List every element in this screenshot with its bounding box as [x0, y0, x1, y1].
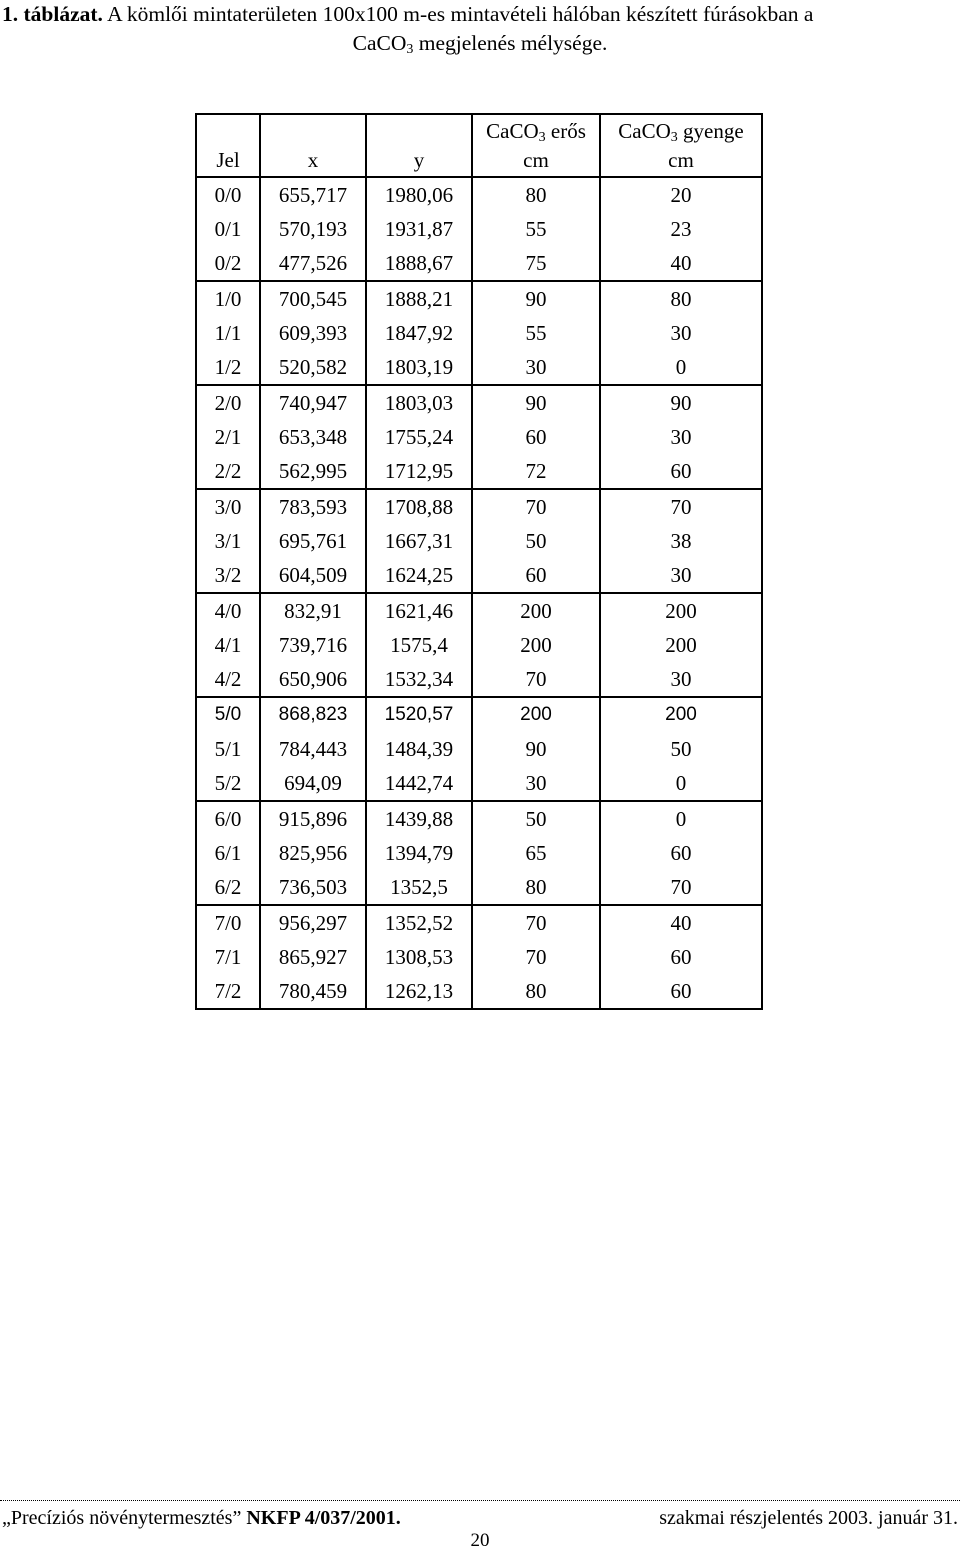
cell-jel: 4/2: [196, 662, 260, 697]
cell-caco3-eros: 55: [472, 316, 600, 350]
cell-caco3-gyenge: 200: [600, 628, 762, 662]
cell-x: 739,716: [260, 628, 366, 662]
cell-jel: 7/1: [196, 940, 260, 974]
footer-project-title: „Precíziós növénytermesztés”: [2, 1507, 242, 1529]
footer-left: [2, 1507, 401, 1530]
cell-x: 865,927: [260, 940, 366, 974]
cell-caco3-eros: 70: [472, 905, 600, 940]
cell-caco3-eros: 80: [472, 177, 600, 212]
cell-jel: 3/1: [196, 524, 260, 558]
cell-caco3-eros: 90: [472, 732, 600, 766]
cell-jel: 6/1: [196, 836, 260, 870]
table-row: [196, 246, 762, 281]
table-row: [196, 732, 762, 766]
cell-caco3-gyenge: 90: [600, 385, 762, 420]
cell-caco3-eros: 70: [472, 662, 600, 697]
table-row: [196, 385, 762, 420]
table-caption: [0, 0, 960, 58]
cell-y: 1931,87: [366, 212, 472, 246]
cell-y: 1308,53: [366, 940, 472, 974]
cell-jel: 0/1: [196, 212, 260, 246]
cell-y: 1484,39: [366, 732, 472, 766]
table-row: [196, 628, 762, 662]
cell-y: 1352,5: [366, 870, 472, 905]
table-row: [196, 697, 762, 732]
cell-y: 1575,4: [366, 628, 472, 662]
caption-caco-base: CaCO: [352, 31, 407, 55]
footer-report-date: szakmai részjelentés 2003. január 31.: [659, 1507, 958, 1529]
cell-caco3-eros: 65: [472, 836, 600, 870]
cell-y: 1803,19: [366, 350, 472, 385]
table-row: [196, 212, 762, 246]
cell-caco3-gyenge: 200: [600, 697, 762, 732]
cell-caco3-gyenge: 60: [600, 836, 762, 870]
header-gyenge-unit: cm: [668, 148, 694, 172]
cell-caco3-eros: 30: [472, 766, 600, 801]
cell-y: 1621,46: [366, 593, 472, 628]
cell-caco3-gyenge: 0: [600, 350, 762, 385]
cell-jel: 5/2: [196, 766, 260, 801]
cell-x: 956,297: [260, 905, 366, 940]
cell-x: 700,545: [260, 281, 366, 316]
page-number: 20: [470, 1530, 490, 1551]
header-jel: Jel: [196, 114, 260, 177]
cell-caco3-gyenge: 50: [600, 732, 762, 766]
cell-x: 783,593: [260, 489, 366, 524]
cell-caco3-eros: 50: [472, 801, 600, 836]
cell-y: 1980,06: [366, 177, 472, 212]
cell-y: 1755,24: [366, 420, 472, 454]
cell-caco3-gyenge: 70: [600, 870, 762, 905]
cell-x: 784,443: [260, 732, 366, 766]
cell-y: 1847,92: [366, 316, 472, 350]
cell-caco3-eros: 200: [472, 628, 600, 662]
cell-y: 1352,52: [366, 905, 472, 940]
cell-x: 604,509: [260, 558, 366, 593]
cell-caco3-eros: 90: [472, 385, 600, 420]
cell-caco3-gyenge: 38: [600, 524, 762, 558]
cell-y: 1803,03: [366, 385, 472, 420]
cell-jel: 6/0: [196, 801, 260, 836]
table-header-row: [196, 114, 762, 177]
cell-caco3-gyenge: 60: [600, 974, 762, 1009]
cell-jel: 1/2: [196, 350, 260, 385]
cell-x: 609,393: [260, 316, 366, 350]
cell-x: 655,717: [260, 177, 366, 212]
cell-caco3-gyenge: 200: [600, 593, 762, 628]
cell-x: 477,526: [260, 246, 366, 281]
table-row: [196, 974, 762, 1009]
table-row: [196, 905, 762, 940]
caption-line-2: [0, 29, 960, 58]
cell-caco3-gyenge: 40: [600, 905, 762, 940]
cell-caco3-eros: 75: [472, 246, 600, 281]
cell-y: 1262,13: [366, 974, 472, 1009]
cell-caco3-gyenge: 80: [600, 281, 762, 316]
header-caco3-gyenge: CaCO$_3$ gyenge cm: [600, 114, 762, 177]
cell-caco3-gyenge: 0: [600, 801, 762, 836]
cell-jel: 3/0: [196, 489, 260, 524]
cell-caco3-eros: 90: [472, 281, 600, 316]
cell-x: 650,906: [260, 662, 366, 697]
cell-y: 1712,95: [366, 454, 472, 489]
cell-x: 520,582: [260, 350, 366, 385]
cell-caco3-eros: 60: [472, 558, 600, 593]
cell-y: 1520,57: [366, 697, 472, 732]
table-row: [196, 524, 762, 558]
cell-x: 868,823: [260, 697, 366, 732]
cell-caco3-gyenge: 70: [600, 489, 762, 524]
cell-caco3-gyenge: 30: [600, 558, 762, 593]
cell-caco3-gyenge: 60: [600, 454, 762, 489]
cell-y: 1532,34: [366, 662, 472, 697]
cell-jel: 5/0: [196, 697, 260, 732]
cell-jel: 3/2: [196, 558, 260, 593]
cell-caco3-gyenge: 30: [600, 316, 762, 350]
cell-y: 1667,31: [366, 524, 472, 558]
cell-y: 1439,88: [366, 801, 472, 836]
caption-caco-subscript: 3: [406, 42, 414, 57]
header-caco3-eros: CaCO$_3$ erős cm: [472, 114, 600, 177]
cell-jel: 2/1: [196, 420, 260, 454]
caco3-depth-table: [195, 113, 763, 1010]
cell-jel: 6/2: [196, 870, 260, 905]
footer-divider: [0, 1500, 960, 1501]
cell-x: 570,193: [260, 212, 366, 246]
cell-caco3-gyenge: 30: [600, 420, 762, 454]
cell-caco3-eros: 200: [472, 697, 600, 732]
cell-y: 1708,88: [366, 489, 472, 524]
table-row: [196, 593, 762, 628]
cell-caco3-gyenge: 60: [600, 940, 762, 974]
cell-x: 562,995: [260, 454, 366, 489]
cell-jel: 2/2: [196, 454, 260, 489]
cell-jel: 7/2: [196, 974, 260, 1009]
cell-x: 740,947: [260, 385, 366, 420]
header-x: x: [260, 114, 366, 177]
cell-x: 694,09: [260, 766, 366, 801]
cell-caco3-eros: 80: [472, 974, 600, 1009]
cell-jel: 2/0: [196, 385, 260, 420]
table-row: [196, 662, 762, 697]
caption-line2-text: megjelenés mélysége.: [413, 31, 608, 55]
cell-caco3-eros: 80: [472, 870, 600, 905]
cell-caco3-gyenge: 0: [600, 766, 762, 801]
cell-jel: 1/1: [196, 316, 260, 350]
cell-y: 1888,21: [366, 281, 472, 316]
table-body: [196, 177, 762, 1009]
cell-x: 825,956: [260, 836, 366, 870]
cell-caco3-gyenge: 40: [600, 246, 762, 281]
cell-caco3-gyenge: 30: [600, 662, 762, 697]
table-row: [196, 836, 762, 870]
cell-jel: 4/0: [196, 593, 260, 628]
cell-y: 1624,25: [366, 558, 472, 593]
footer-project-code: NKFP 4/037/2001.: [246, 1507, 401, 1529]
cell-x: 832,91: [260, 593, 366, 628]
table-row: [196, 350, 762, 385]
caption-text: A kömlői mintaterületen 100x100 m-es mintavételi hálóban készített fúrásokban a: [107, 2, 814, 26]
cell-jel: 1/0: [196, 281, 260, 316]
cell-caco3-eros: 30: [472, 350, 600, 385]
cell-x: 653,348: [260, 420, 366, 454]
header-y: y: [366, 114, 472, 177]
table-row: [196, 940, 762, 974]
cell-x: 695,761: [260, 524, 366, 558]
cell-jel: 0/2: [196, 246, 260, 281]
table-row: [196, 766, 762, 801]
cell-caco3-eros: 200: [472, 593, 600, 628]
caption-line-1: [0, 0, 960, 29]
cell-jel: 4/1: [196, 628, 260, 662]
cell-x: 780,459: [260, 974, 366, 1009]
cell-caco3-eros: 70: [472, 489, 600, 524]
cell-caco3-eros: 70: [472, 940, 600, 974]
table-row: [196, 281, 762, 316]
cell-caco3-eros: 60: [472, 420, 600, 454]
cell-jel: 7/0: [196, 905, 260, 940]
table-row: [196, 420, 762, 454]
table-row: [196, 801, 762, 836]
table-row: [196, 316, 762, 350]
table-row: [196, 870, 762, 905]
cell-y: 1888,67: [366, 246, 472, 281]
table-row: [196, 177, 762, 212]
cell-caco3-gyenge: 23: [600, 212, 762, 246]
cell-jel: 0/0: [196, 177, 260, 212]
cell-x: 736,503: [260, 870, 366, 905]
cell-jel: 5/1: [196, 732, 260, 766]
header-eros-unit: cm: [523, 148, 549, 172]
table-row: [196, 558, 762, 593]
cell-x: 915,896: [260, 801, 366, 836]
table-row: [196, 454, 762, 489]
caption-label: 1. táblázat.: [2, 2, 103, 26]
cell-caco3-gyenge: 20: [600, 177, 762, 212]
cell-y: 1442,74: [366, 766, 472, 801]
cell-caco3-eros: 72: [472, 454, 600, 489]
table-row: [196, 489, 762, 524]
cell-caco3-eros: 55: [472, 212, 600, 246]
cell-caco3-eros: 50: [472, 524, 600, 558]
cell-y: 1394,79: [366, 836, 472, 870]
